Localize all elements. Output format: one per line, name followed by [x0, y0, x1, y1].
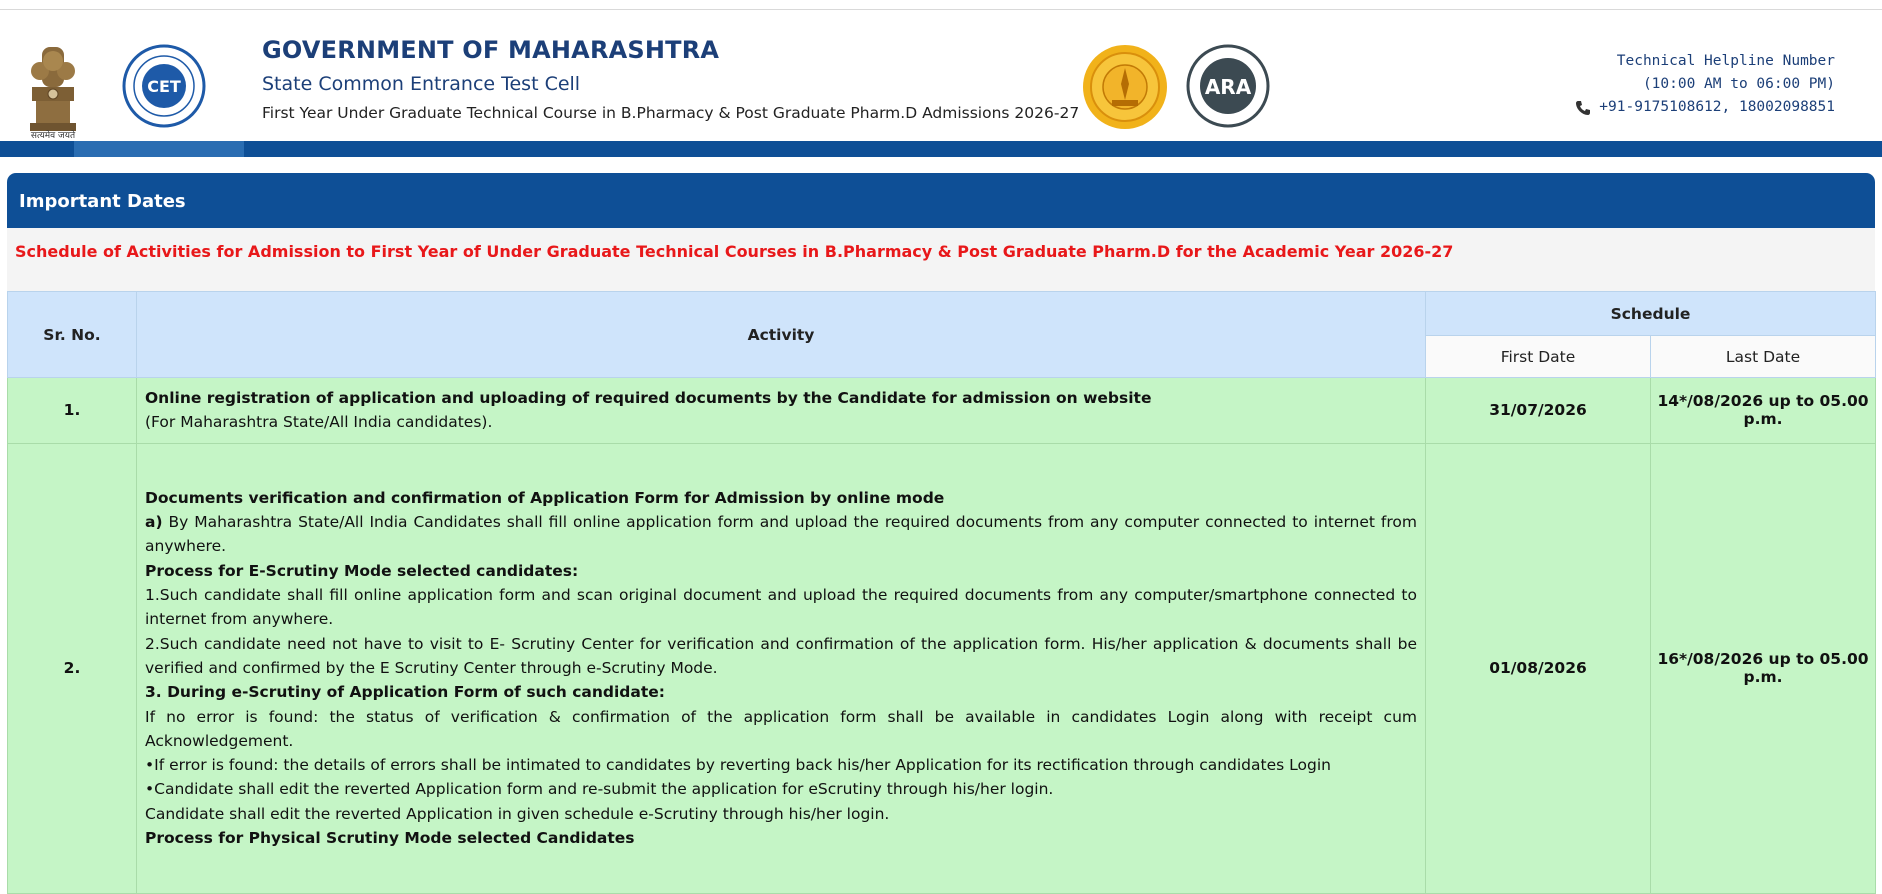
activity-line: 1.Such candidate shall fill online application form and scan original document and upload the required documents from any computer/smartphone connected to internet from anywhere. — [145, 586, 1417, 629]
helpline-label: Technical Helpline Number — [1616, 53, 1835, 69]
nav-active-tab[interactable] — [74, 141, 244, 157]
row-srno: 2. — [8, 443, 137, 893]
panel-title: Important Dates — [7, 173, 1875, 228]
title-main: GOVERNMENT OF MAHARASHTRA — [262, 36, 720, 64]
activity-line: (For Maharashtra State/All India candidates). — [145, 413, 493, 432]
phone-icon — [1575, 100, 1591, 116]
helpline-hours: (10:00 AM to 06:00 PM) — [1642, 76, 1835, 92]
col-schedule-header: Schedule — [1426, 292, 1876, 336]
schedule-heading: Schedule of Activities for Admission to First Year of Under Graduate Technical Courses in B.Pharmacy & Post Graduate Pharm.D for the Academic Year 2026-27 — [7, 228, 1875, 291]
row-activity — [137, 443, 1426, 893]
table-row — [8, 378, 1876, 444]
nav-bar — [0, 141, 1882, 157]
helpline-phone-row[interactable] — [1575, 96, 1835, 119]
activity-line: If no error is found: the status of verification & confirmation of the application form shall be available in candidates Login along with receipt cum Acknowledgement. — [145, 707, 1417, 750]
cet-cell-logo[interactable] — [122, 44, 206, 128]
activity-text: By Maharashtra State/All India Candidates shall fill online application form and upload the required documents from any computer connected to internet from anywhere. — [145, 513, 1417, 556]
row-srno: 1. — [8, 378, 137, 444]
ara-logo-text: ARA — [1204, 75, 1252, 99]
table-row — [8, 443, 1876, 893]
important-dates-panel — [7, 173, 1875, 848]
activity-line: Online registration of application and uploading of required documents by the Candidate for admission on website — [145, 389, 1152, 407]
col-srno-header: Sr. No. — [8, 292, 137, 378]
col-first-date-header: First Date — [1426, 336, 1651, 378]
activity-line: •If error is found: the details of errors shall be intimated to candidates by reverting back his/her Application for its rectification through candidates Login — [145, 756, 1331, 775]
header-titles — [262, 36, 1079, 122]
top-border — [0, 0, 1882, 10]
activity-line: •Candidate shall edit the reverted Application form and re-submit the application for eScrutiny through his/her login. — [145, 780, 1054, 799]
activity-line: 3. During e-Scrutiny of Application Form of such candidate: — [145, 683, 665, 702]
activity-label: a) — [145, 513, 163, 532]
site-header — [0, 10, 1882, 141]
emblem-caption: सत्यमेव जयते — [30, 131, 76, 141]
row-last-date: 16*/08/2026 up to 05.00 p.m. — [1651, 443, 1876, 893]
row-first-date: 31/07/2026 — [1426, 378, 1651, 444]
maharashtra-seal-icon — [1082, 44, 1168, 130]
activity-line: Process for E-Scrutiny Mode selected candidates: — [145, 561, 579, 580]
row-activity — [137, 378, 1426, 444]
activity-line: Process for Physical Scrutiny Mode selected Candidates — [145, 829, 635, 848]
activity-line: Documents verification and confirmation of Application Form for Admission by online mode — [145, 488, 945, 507]
helpline-numbers[interactable]: +91-9175108612, 18002098851 — [1599, 99, 1835, 115]
course-line: First Year Under Graduate Technical Course in B.Pharmacy & Post Graduate Pharm.D Admissions 2026-27 — [262, 104, 1080, 122]
title-sub: State Common Entrance Test Cell — [262, 73, 581, 95]
activity-line: Candidate shall edit the reverted Application in given schedule e-Scrutiny through his/her login. — [145, 804, 890, 823]
cet-logo-text: CET — [147, 77, 181, 96]
row-last-date: 14*/08/2026 up to 05.00 p.m. — [1651, 378, 1876, 444]
helpline-info — [1575, 50, 1835, 119]
activity-line: 2.Such candidate need not have to visit to E- Scrutiny Center for verification and confirmation of the application form. His/her application & documents shall be verified and confirmed by the E Scrutiny Center through e-Scrutiny Mode. — [145, 634, 1417, 677]
col-last-date-header: Last Date — [1651, 336, 1876, 378]
row-first-date: 01/08/2026 — [1426, 443, 1651, 893]
ara-logo — [1186, 44, 1270, 128]
activity-line — [145, 510, 1417, 559]
col-activity-header: Activity — [137, 292, 1426, 378]
schedule-table — [7, 291, 1876, 894]
